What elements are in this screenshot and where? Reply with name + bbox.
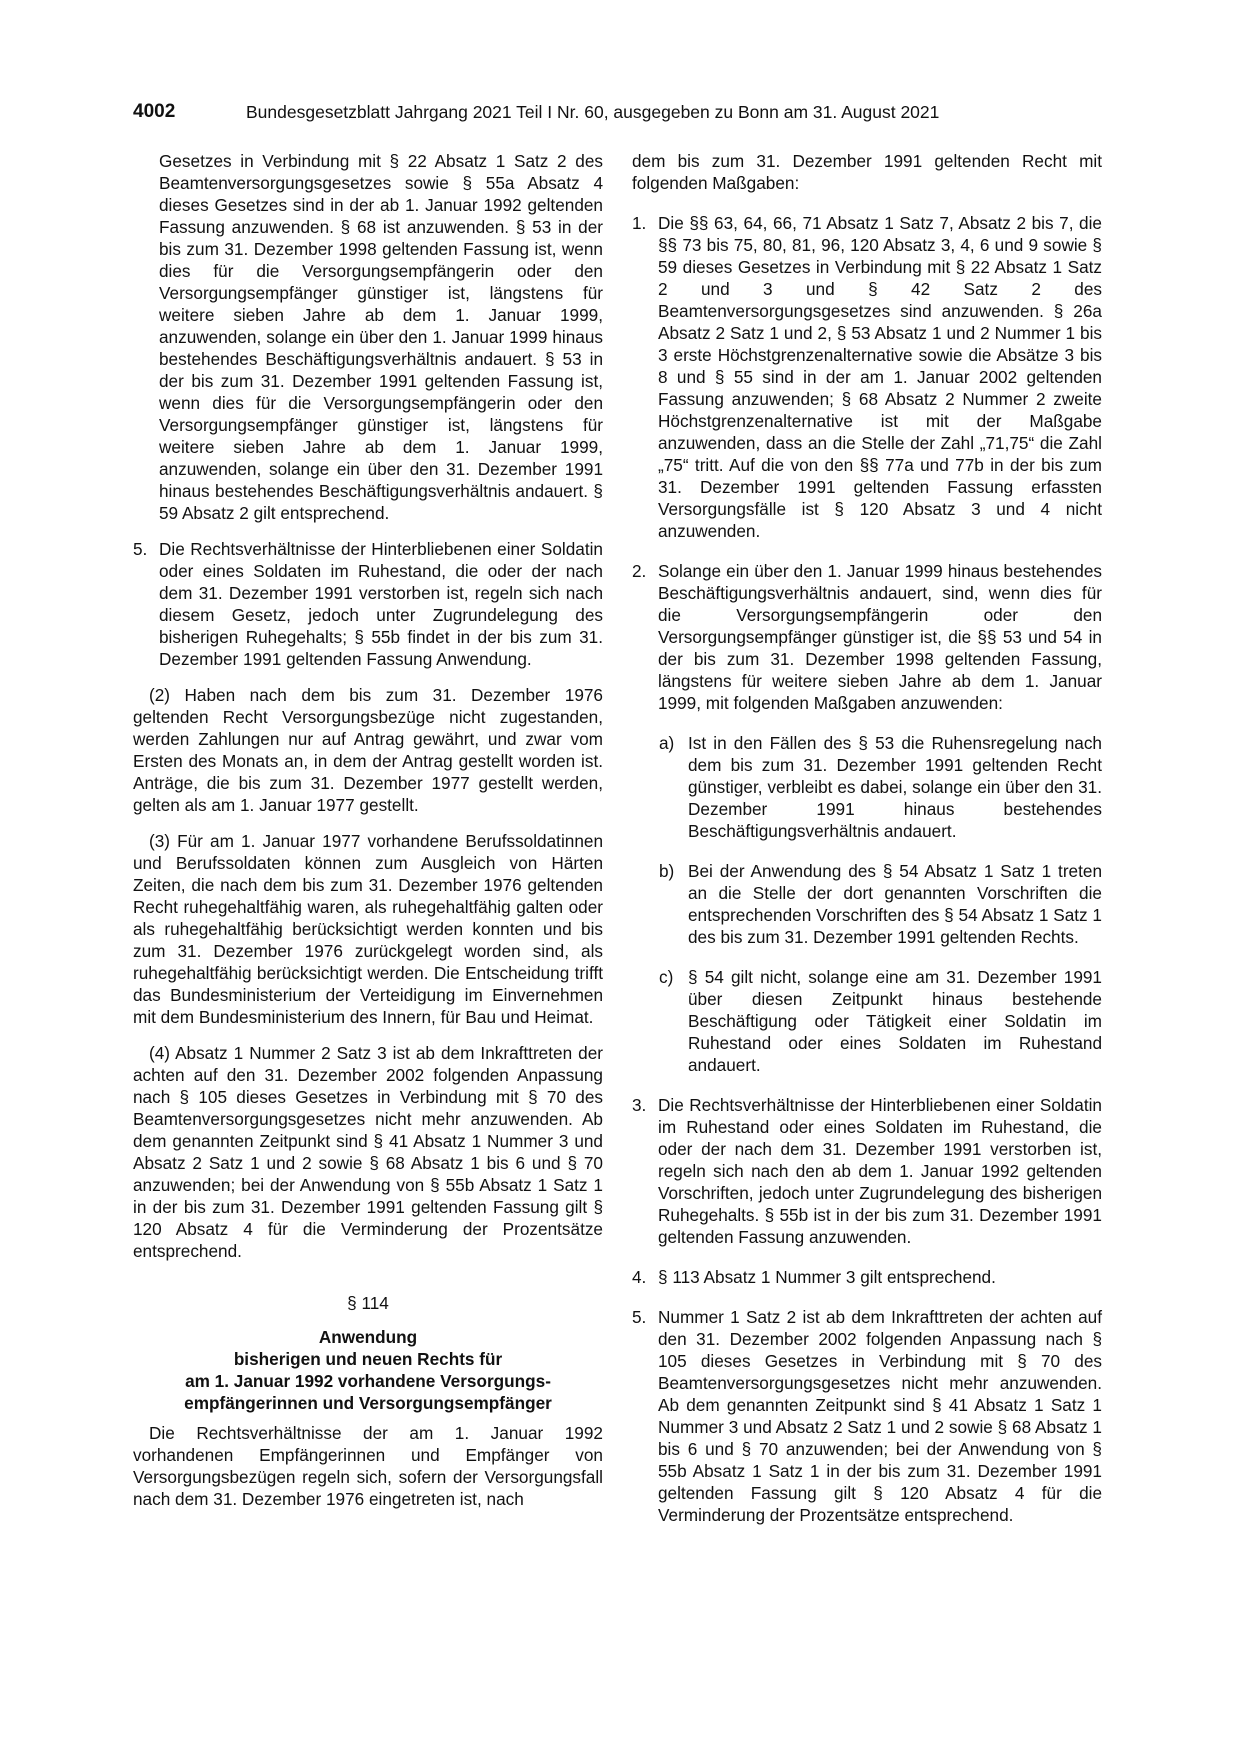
continued-item-text: Gesetzes in Verbindung mit § 22 Absatz 1 Satz 2 des Beamtenversorgungsgesetzes sowie § 55a Absatz 4 dieses Gesetzes sind in der ab 1. Januar 1992 geltenden Fassung anzuwenden. § 68 ist anzuwenden. § 53 in der bis zum 31. Dezember 1998 geltenden Fassung ist, wenn dies für die Versorgungsempfängerin oder den Versorgungsempfänger günstiger ist, längstens für weitere sieben Jahre ab dem 1. Januar 1999, anzuwenden, solange ein über den 1. Januar 1999 hinaus bestehendes Beschäftigungsverhältnis andauert. § 53 in der bis zum 31. Dezember 1991 geltenden Fassung ist, wenn dies für die Versorgungsempfängerin oder den Versorgungsempfänger günstiger ist, längstens für weitere sieben Jahre ab dem 1. Januar 1999, anzuwenden, solange ein über den 31. Dezember 1991 hinaus bestehendes Beschäftigungsverhältnis andauert. § 59 Absatz 2 gilt entsprechend. — [159, 151, 603, 523]
list-item-3 — [632, 1094, 1102, 1248]
page-header — [133, 100, 1123, 130]
right-column — [632, 150, 1102, 1526]
section-title-line: empfängerinnen und Versorgungsempfänger — [184, 1393, 552, 1413]
sub-item-text: Bei der Anwendung des § 54 Absatz 1 Satz 1 treten an die Stelle der dort genannten Vorschriften die entsprechenden Vorschriften des § 54 Absatz 1 Satz 1 des bis zum 31. Dezember 1991 geltenden Rechts. — [688, 861, 1102, 947]
list-item-1 — [632, 212, 1102, 542]
section-heading — [133, 1292, 603, 1414]
paragraph-3: (3) Für am 1. Januar 1977 vorhandene Berufssoldatinnen und Berufssoldaten können zum Ausgleich von Härten Zeiten, die nach dem bis zum 31. Dezember 1976 geltenden Recht ruhegehaltfähig waren, als ruhegehaltfähig galten oder als ruhegehaltfähig berücksichtigt werden konnten und bis zum 31. Dezember 1976 zurückgelegt worden sind, als ruhegehaltfähig berücksichtigt werden. Die Entscheidung trifft das Bundesministerium der Verteidigung im Einvernehmen mit dem Bundesministerium des Innern, für Bau und Heimat. — [133, 831, 603, 1027]
item-number: 3. — [632, 1095, 647, 1115]
continued-text: dem bis zum 31. Dezember 1991 geltenden Recht mit folgenden Maßgaben: — [632, 151, 1102, 193]
item-text: § 113 Absatz 1 Nummer 3 gilt entsprechend. — [658, 1267, 996, 1287]
item-number: 2. — [632, 561, 647, 581]
section-intro: Die Rechtsverhältnisse der am 1. Januar 1992 vorhandenen Empfängerinnen und Empfänger von Versorgungsbezügen regeln sich, sofern der Versorgungsfall nach dem 31. Dezember 1976 eingetreten ist, nach — [133, 1423, 603, 1509]
sub-item-b — [632, 860, 1102, 948]
item-text: Die Rechtsverhältnisse der Hinterbliebenen einer Soldatin im Ruhestand oder eines Soldaten im Ruhestand, die oder der nach dem 31. Dezember 1991 verstorben ist, regeln sich nach den ab dem 1. Januar 1992 geltenden Vorschriften, jedoch unter Zugrundelegung des bisherigen Ruhegehalts. § 55b ist in der bis zum 31. Dezember 1991 geltenden Fassung anzuwenden. — [658, 1095, 1102, 1247]
paragraph-2: (2) Haben nach dem bis zum 31. Dezember 1976 geltenden Recht Versorgungsbezüge nicht zugestanden, werden Zahlungen nur auf Antrag gewährt, und zwar vom Ersten des Monats an, in dem der Antrag gestellt worden ist. Anträge, die bis zum 31. Dezember 1977 gestellt werden, gelten als am 1. Januar 1977 gestellt. — [133, 685, 603, 815]
sub-item-c — [632, 966, 1102, 1076]
item-number: 1. — [632, 213, 647, 233]
list-item-5 — [133, 538, 603, 670]
sub-item-text: Ist in den Fällen des § 53 die Ruhensregelung nach dem bis zum 31. Dezember 1991 geltenden Recht günstiger, verbleibt es dabei, solange ein über den 31. Dezember 1991 hinaus bestehendes Beschäftigungsverhältnis andauert. — [688, 733, 1102, 841]
list-item-2 — [632, 560, 1102, 714]
sub-item-letter: a) — [659, 733, 675, 753]
item-text: Solange ein über den 1. Januar 1999 hinaus bestehendes Beschäftigungsverhältnis andauert, sind, wenn dies für die Versorgungsempfängerin oder den Versorgungsempfänger günstiger ist, die §§ 53 und 54 in der bis zum 31. Dezember 1998 geltenden Fassung, längstens für weitere sieben Jahre ab dem 1. Januar 1999, mit folgenden Maßgaben anzuwenden: — [658, 561, 1102, 713]
list-item-5 — [632, 1306, 1102, 1526]
paragraph-4: (4) Absatz 1 Nummer 2 Satz 3 ist ab dem Inkrafttreten der achten auf den 31. Dezember 2002 folgenden Anpassung nach § 105 dieses Gesetzes in Verbindung mit § 70 des Beamtenversorgungsgesetzes nicht mehr anzuwenden. Ab dem genannten Zeitpunkt sind § 41 Absatz 1 Nummer 3 und Absatz 2 Satz 1 und 2 sowie § 68 Absatz 1 bis 6 und § 70 anzuwenden; bei der Anwendung von § 55b Absatz 1 Satz 1 in der bis zum 31. Dezember 1991 geltenden Fassung gilt § 120 Absatz 4 für die Verminderung der Prozentsätze entsprechend. — [133, 1043, 603, 1261]
sub-item-text: § 54 gilt nicht, solange eine am 31. Dezember 1991 über diesen Zeitpunkt hinaus bestehende Beschäftigung oder Tätigkeit einer Soldatin im Ruhestand oder eines Soldaten im Ruhestand andauert. — [688, 967, 1102, 1075]
left-column — [133, 150, 603, 1510]
sub-item-a — [632, 732, 1102, 842]
list-item-4 — [632, 1266, 1102, 1288]
sub-item-letter: c) — [659, 967, 674, 987]
section-title-line: am 1. Januar 1992 vorhandene Versorgungs- — [185, 1371, 551, 1391]
item-text: Die §§ 63, 64, 66, 71 Absatz 1 Satz 7, Absatz 2 bis 7, die §§ 73 bis 75, 80, 81, 96, 120 Absatz 3, 4, 6 und 9 sowie § 59 dieses Gesetzes in Verbindung mit § 22 Absatz 1 Satz 2 und 3 und § 42 Satz 2 des Beamtenversorgungsgesetzes sind anzuwenden. § 26a Absatz 2 Satz 1 und 2, § 53 Absatz 1 und 2 Nummer 1 bis 3 erste Höchstgrenzenalternative sowie die Absätze 3 bis 8 und § 55 sind in der am 1. Januar 2002 geltenden Fassung anzuwenden; § 68 Absatz 2 Nummer 2 zweite Höchstgrenzenalternative ist mit der Maßgabe anzuwenden, dass an die Stelle der Zahl „71,75“ die Zahl „75“ tritt. Auf die von den §§ 77a und 77b in der bis zum 31. Dezember 1991 geltenden Fassung erfassten Versorgungsfälle ist § 120 Absatz 3 und 4 nicht anzuwenden. — [658, 213, 1102, 541]
item-number: 5. — [133, 539, 148, 559]
section-title-line: bisherigen und neuen Rechts für — [233, 1349, 503, 1369]
item-text: Nummer 1 Satz 2 ist ab dem Inkrafttreten der achten auf den 31. Dezember 2002 folgenden Anpassung nach § 105 dieses Gesetzes in Verbindung mit § 70 des Beamtenversorgungsgesetzes nicht mehr anzuwenden. Ab dem genannten Zeitpunkt sind § 41 Absatz 1 Satz 1 Nummer 3 und Absatz 2 Satz 1 und 2 sowie § 68 Absatz 1 bis 6 und § 70 anzuwenden; bei der Anwendung von § 55b Absatz 1 Satz 1 in der bis zum 31. Dezember 1991 geltenden Fassung gilt § 120 Absatz 4 für die Verminderung der Prozentsätze entsprechend. — [658, 1307, 1102, 1525]
item-text: Die Rechtsverhältnisse der Hinterbliebenen einer Soldatin oder eines Soldaten im Ruhestand, die oder der nach dem 31. Dezember 1991 verstorben ist, regeln sich nach diesem Gesetz, jedoch unter Zugrundelegung des bisherigen Ruhegehalts; § 55b findet in der bis zum 31. Dezember 1991 geltenden Fassung Anwendung. — [159, 539, 603, 669]
item-number: 4. — [632, 1267, 647, 1287]
gazette-title: Bundesgesetzblatt Jahrgang 2021 Teil I Nr. 60, ausgegeben zu Bonn am 31. August 2021 — [246, 102, 940, 122]
section-number: § 114 — [347, 1293, 389, 1313]
item-number: 5. — [632, 1307, 647, 1327]
section-title-line: Anwendung — [318, 1327, 418, 1347]
page-number: 4002 — [133, 101, 176, 122]
sub-item-letter: b) — [659, 861, 675, 881]
